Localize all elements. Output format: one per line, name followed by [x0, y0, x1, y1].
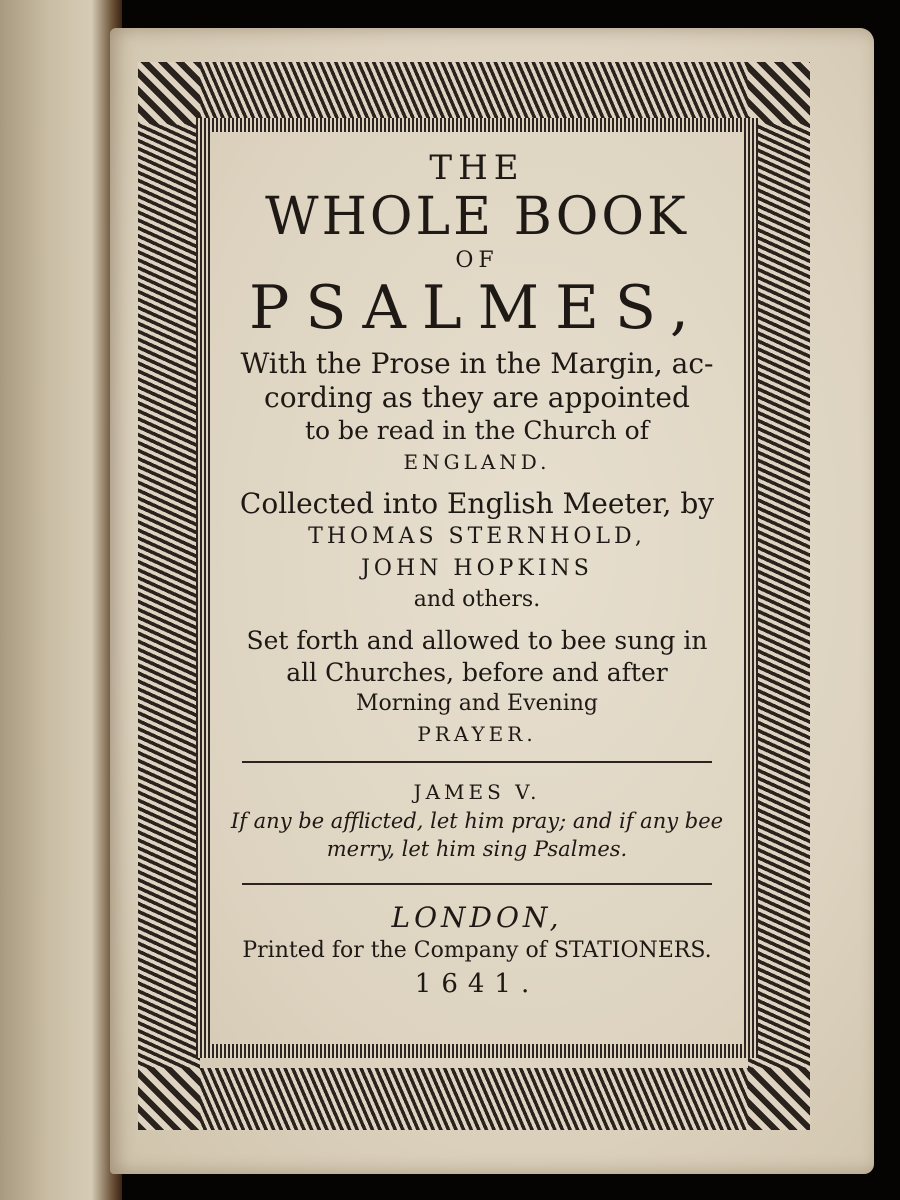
- divider-rule-top: [242, 761, 712, 763]
- imprint-year: 1641.: [414, 969, 540, 999]
- verse-reference: JAMES V.: [413, 780, 541, 804]
- title-of: OF: [455, 248, 499, 273]
- setforth-line-3: Morning and Evening: [355, 691, 599, 716]
- verse-line-2: merry, let him sing Psalmes.: [326, 837, 628, 861]
- imprint-printed: Printed for the Company of STATIONERS.: [242, 938, 712, 963]
- divider-rule-bottom: [242, 883, 712, 885]
- subtitle-line-3: to be read in the Church of: [305, 416, 649, 445]
- subtitle-line-2: cording as they are appointed: [264, 381, 690, 414]
- title-psalmes: PSALMES,: [249, 273, 705, 343]
- title-whole-book: WHOLE BOOK: [265, 187, 689, 247]
- setforth-line-1: Set forth and allowed to bee sung in: [246, 626, 708, 655]
- subtitle-line-4: ENGLAND.: [403, 450, 551, 474]
- book-spine-edge: [0, 0, 122, 1200]
- title-page-text: [212, 140, 742, 1001]
- verse-line-1: If any be afflicted, let him pray; and if any bee: [230, 809, 724, 833]
- subtitle-line-1: With the Prose in the Margin, ac-: [240, 347, 714, 380]
- author-others: and others.: [413, 587, 541, 612]
- setforth-line-4: PRAYER.: [417, 722, 537, 746]
- title-the: THE: [429, 148, 525, 188]
- collected-line: Collected into English Meeter, by: [239, 487, 715, 520]
- author-hopkins: JOHN HOPKINS: [361, 556, 593, 581]
- author-sternhold: THOMAS STERNHOLD,: [308, 524, 646, 549]
- imprint-london: LONDON,: [391, 901, 563, 934]
- setforth-line-2: all Churches, before and after: [286, 658, 668, 687]
